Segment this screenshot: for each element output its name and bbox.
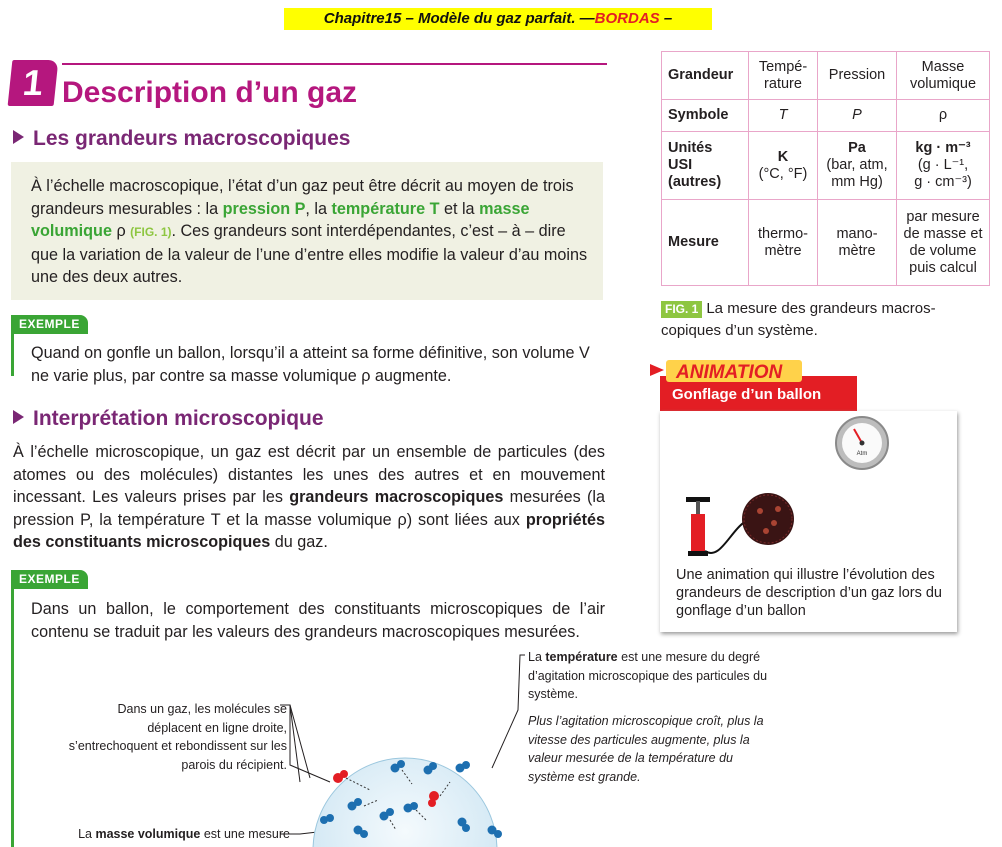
chapter-header — [284, 8, 712, 30]
section-title: Description d’un gaz — [62, 76, 358, 109]
diagram-term: masse volumique — [95, 827, 201, 841]
table-header: Grandeur — [662, 52, 749, 100]
table-header: Masse volumique — [897, 52, 990, 100]
subheading-microscopic — [13, 406, 324, 432]
table-cell: ρ — [897, 100, 990, 132]
term-proprietes-microscopiques: propriétés des constituants microscopiques — [13, 510, 605, 551]
table-cell: Mesure — [662, 200, 749, 286]
diagram-text: est une mesure du degré d’agitation microscopique des particules du système. — [528, 650, 768, 701]
table-cell: Unités USI (autres) — [662, 132, 749, 200]
diagram-text: est une mesure — [200, 827, 290, 841]
table-cell: mano- mètre — [818, 200, 897, 286]
chapter-title-end: – — [659, 10, 673, 27]
example-tag: EXEMPLE — [11, 315, 88, 334]
table-cell — [749, 132, 818, 200]
publisher-name: BORDAS — [594, 10, 660, 27]
term-grandeurs-macroscopiques: grandeurs macroscopiques — [289, 488, 504, 506]
table-cell: par mesure de masse et de volume puis calcul — [897, 200, 990, 286]
section-rule — [62, 63, 607, 65]
example-tag: EXEMPLE — [11, 570, 88, 589]
triangle-bullet-icon — [13, 130, 24, 144]
diagram-label-masse-volumique — [40, 825, 290, 844]
animation-caption: Une animation qui illustre l’évolution des grandeurs de description d’un gaz lors du gonflage d’un ballon — [676, 567, 942, 619]
table-cell: Pa (bar, atm, mm Hg) — [818, 132, 897, 200]
microscopic-paragraph — [13, 441, 605, 554]
fig1-tag: FIG. 1 — [661, 301, 702, 318]
chapter-title: Chapitre15 – Modèle du gaz parfait. — — [323, 10, 595, 27]
table-cell: Symbole — [662, 100, 749, 132]
diagram-text: La — [528, 650, 546, 664]
animation-arrow-icon — [650, 364, 664, 376]
subheading-macroscopic-text: Les grandeurs macroscopiques — [33, 127, 351, 150]
term-pression: pression P — [222, 199, 306, 218]
fig-reference-link[interactable]: (FIG. 1) — [130, 225, 172, 239]
macroscopic-paragraph — [31, 175, 589, 289]
gauge-label: Atm — [856, 451, 868, 457]
pump-icon — [686, 497, 746, 556]
example-text-1: Quand on gonfle un ballon, lorsqu’il a atteint sa forme définitive, son volume V ne varie plus, par contre sa masse volumique ρ augmente. — [31, 344, 590, 385]
quantities-table — [661, 51, 990, 286]
unit-pascal: Pa — [848, 140, 866, 156]
animation-title[interactable]: Gonflage d’un ballon — [672, 386, 822, 403]
table-header: Pression — [818, 52, 897, 100]
unit-kelvin: K — [777, 148, 789, 165]
unit-kg-m3: kg · m⁻³ — [915, 140, 971, 156]
para-text: À l’échelle microscopique, un gaz est décrit par un ensemble de particules (des atomes ou des molécules) distantes les unes des autres et en mouvement incessant. Les valeurs prises par les — [13, 443, 605, 506]
para-text: . Ces grandeurs sont interdépendantes, c’est – à – dire que la variation de la valeur de l’une d’entre elles modifie la valeur d’au moins une des deux autres. — [31, 222, 588, 286]
diagram-label-temperature — [528, 648, 788, 704]
table-cell: thermo- mètre — [749, 200, 818, 286]
table-cell: kg · m⁻³ (g · L⁻¹, g · cm⁻³) — [897, 132, 990, 200]
example-text-2: Dans un ballon, le comportement des constituants microscopiques de l’air contenu se traduit par les valeurs des grandeurs macroscopiques mesurées. — [31, 600, 605, 641]
table-header: Tempé- rature — [749, 52, 818, 100]
triangle-bullet-icon — [13, 410, 24, 424]
fig1-caption — [661, 298, 961, 342]
gas-particles-diagram — [280, 650, 530, 847]
diagram-note-agitation: Plus l’agitation microscopique croît, plus la vitesse des particules augmente, plus la valeur mesurée de la température du système est grande. — [528, 714, 764, 784]
diagram-term: température — [545, 650, 618, 664]
animation-label: ANIMATION — [676, 362, 783, 383]
diagram-label-molecules: Dans un gaz, les molécules se déplacent en ligne droite, s’entrechoquent et rebondissent sur les parois du récipient. — [68, 702, 287, 772]
fig1-caption-text: La mesure des grandeurs macros-copiques d’un système. — [661, 300, 936, 339]
para-text: et la — [439, 199, 480, 218]
term-masse-volumique: masse volumique — [31, 199, 530, 240]
para-text: ρ — [111, 222, 131, 240]
para-text: du gaz. — [270, 533, 328, 551]
example-bar — [11, 589, 14, 847]
para-text: mesurées (la pression P, la température T et la masse volumique ρ) sont liées aux — [13, 488, 606, 529]
subheading-microscopic-text: Interprétation microscopique — [33, 407, 324, 430]
unit-other: (°C, °F) — [758, 165, 808, 182]
term-temperature: température T — [331, 199, 440, 218]
para-text: À l’échelle macroscopique, l’état d’un gaz peut être décrit au moyen de trois grandeurs mesurables : la — [31, 177, 574, 218]
para-text: , la — [305, 199, 332, 218]
pressure-gauge-icon — [836, 417, 888, 469]
section-number: 1 — [8, 60, 59, 106]
diagram-text: La — [78, 827, 96, 841]
table-cell: T — [749, 100, 818, 132]
subheading-macroscopic — [13, 126, 350, 152]
table-cell: P — [818, 100, 897, 132]
example-bar — [11, 334, 14, 376]
balloon-icon — [742, 493, 794, 545]
